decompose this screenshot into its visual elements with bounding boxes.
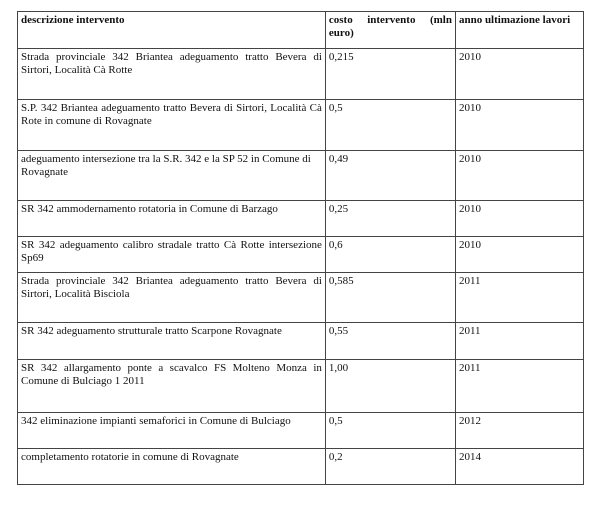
table-row [18, 100, 584, 151]
table-row [18, 201, 584, 237]
table-header-row [18, 12, 584, 49]
row-cost: 0,55 [325, 323, 455, 360]
table-row [18, 49, 584, 100]
row-cost: 0,215 [325, 49, 455, 100]
row-year: 2010 [455, 201, 583, 237]
table-row [18, 449, 584, 485]
row-description: SR 342 adeguamento strutturale tratto Scarpone Rovagnate [18, 323, 326, 360]
row-description: SR 342 ammodernamento rotatoria in Comune di Barzago [18, 201, 326, 237]
table-row [18, 237, 584, 273]
interventions-table [17, 11, 584, 485]
row-cost: 0,5 [325, 100, 455, 151]
row-year: 2011 [455, 273, 583, 323]
table-row [18, 323, 584, 360]
row-cost: 0,6 [325, 237, 455, 273]
row-year: 2011 [455, 323, 583, 360]
row-cost: 0,49 [325, 151, 455, 201]
header-description: descrizione intervento [18, 12, 326, 49]
header-cost: costo intervento (mln euro) [325, 12, 455, 49]
row-cost: 0,25 [325, 201, 455, 237]
table-row [18, 413, 584, 449]
row-description: adeguamento intersezione tra la S.R. 342 e la SP 52 in Comune di Rovagnate [18, 151, 326, 201]
row-year: 2010 [455, 100, 583, 151]
row-cost: 0,585 [325, 273, 455, 323]
row-year: 2010 [455, 151, 583, 201]
row-description: completamento rotatorie in comune di Rovagnate [18, 449, 326, 485]
row-description: SR 342 adeguamento calibro stradale tratto Cà Rotte intersezione Sp69 [18, 237, 326, 273]
table-row [18, 360, 584, 413]
header-year: anno ultimazione lavori [455, 12, 583, 49]
row-year: 2010 [455, 237, 583, 273]
row-year: 2011 [455, 360, 583, 413]
row-year: 2014 [455, 449, 583, 485]
row-description: S.P. 342 Briantea adeguamento tratto Bevera di Sirtori, Località Cà Rote in comune di Rovagnate [18, 100, 326, 151]
table-row [18, 273, 584, 323]
row-cost: 0,2 [325, 449, 455, 485]
row-cost: 1,00 [325, 360, 455, 413]
row-description: Strada provinciale 342 Briantea adeguamento tratto Bevera di Sirtori, Località Cà Rotte [18, 49, 326, 100]
row-description: Strada provinciale 342 Briantea adeguamento tratto Bevera di Sirtori, Località Bisciola [18, 273, 326, 323]
row-cost: 0,5 [325, 413, 455, 449]
row-description: SR 342 allargamento ponte a scavalco FS Molteno Monza in Comune di Bulciago 1 2011 [18, 360, 326, 413]
row-year: 2010 [455, 49, 583, 100]
table-row [18, 151, 584, 201]
row-description: 342 eliminazione impianti semaforici in Comune di Bulciago [18, 413, 326, 449]
row-year: 2012 [455, 413, 583, 449]
